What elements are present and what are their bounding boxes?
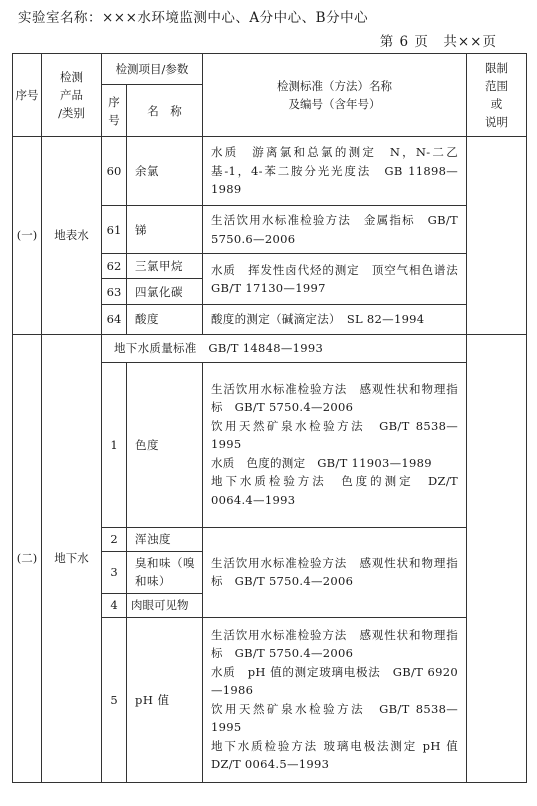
item-no: 1 <box>102 362 127 527</box>
item-name: 肉眼可见物 <box>127 593 203 617</box>
group-category: 地下水 <box>42 334 102 782</box>
item-name: 色度 <box>127 362 203 527</box>
item-standard: 生活饮用水标准检验方法 感观性状和物理指标 GB/T 5750.4—2006 <box>203 527 467 617</box>
group-seq: (一) <box>13 137 42 335</box>
item-name: 四氯化碳 <box>127 279 203 305</box>
item-no: 5 <box>102 617 127 782</box>
table-row <box>13 334 527 362</box>
item-name: 浑浊度 <box>127 527 203 551</box>
header-category: 检测 产品 /类别 <box>42 54 102 137</box>
group-standard: 地下水质量标准 GB/T 14848—1993 <box>102 334 467 362</box>
item-no: 60 <box>102 137 127 206</box>
lab-name: 实验室名称：×××水环境监测中心、A分中心、B分中心 <box>18 10 369 26</box>
header-limit: 限制 范围 或 说明 <box>467 54 527 137</box>
limit-cell <box>467 334 527 782</box>
item-standard: 水质 游离氯和总氯的测定 N，N-二乙基-1，4-苯二胺分光光度法 GB 11898—1989 <box>203 137 467 206</box>
item-no: 3 <box>102 551 127 593</box>
item-name: 余氯 <box>127 137 203 206</box>
item-no: 62 <box>102 254 127 279</box>
group-category: 地表水 <box>42 137 102 335</box>
page-info: 第 6 页 共××页 <box>379 34 497 50</box>
item-name: 臭和味（嗅和味） <box>127 551 203 593</box>
item-no: 2 <box>102 527 127 551</box>
item-no: 63 <box>102 279 127 305</box>
item-standard: 生活饮用水标准检验方法 感观性状和物理指标 GB/T 5750.4—2006 水质 pH 值的测定玻璃电极法 GB/T 6920—1986 饮用天然矿泉水检验方法 GB/T 8538—1995 地下水质检验方法 玻璃电极法测定 pH 值 DZ/T 0064.5—1993 <box>203 617 467 782</box>
item-standard: 酸度的测定（碱滴定法） SL 82—1994 <box>203 305 467 335</box>
header-items-group: 检测项目/参数 <box>102 54 203 85</box>
item-name: pH 值 <box>127 617 203 782</box>
item-standard: 生活饮用水标准检验方法 金属指标 GB/T 5750.6—2006 <box>203 206 467 254</box>
limit-cell <box>467 137 527 335</box>
item-no: 4 <box>102 593 127 617</box>
item-standard: 水质 挥发性卤代烃的测定 顶空气相色谱法 GB/T 17130—1997 <box>203 254 467 305</box>
header-seq: 序号 <box>13 54 42 137</box>
header-item-name: 名 称 <box>127 85 203 137</box>
item-name: 锑 <box>127 206 203 254</box>
item-name: 酸度 <box>127 305 203 335</box>
header-item-seq: 序 号 <box>102 85 127 137</box>
item-standard: 生活饮用水标准检验方法 感观性状和物理指标 GB/T 5750.4—2006 饮用天然矿泉水检验方法 GB/T 8538—1995 水质 色度的测定 GB/T 11903—1989 地下水质检验方法 色度的测定 DZ/T 0064.4—1993 <box>203 362 467 527</box>
table-header-row <box>13 54 527 85</box>
group-seq: (二) <box>13 334 42 782</box>
header-standard: 检测标准（方法）名称 及编号（含年号） <box>203 54 467 137</box>
item-name: 三氯甲烷 <box>127 254 203 279</box>
accreditation-table <box>12 53 527 783</box>
table-row <box>13 137 527 206</box>
item-no: 64 <box>102 305 127 335</box>
item-no: 61 <box>102 206 127 254</box>
